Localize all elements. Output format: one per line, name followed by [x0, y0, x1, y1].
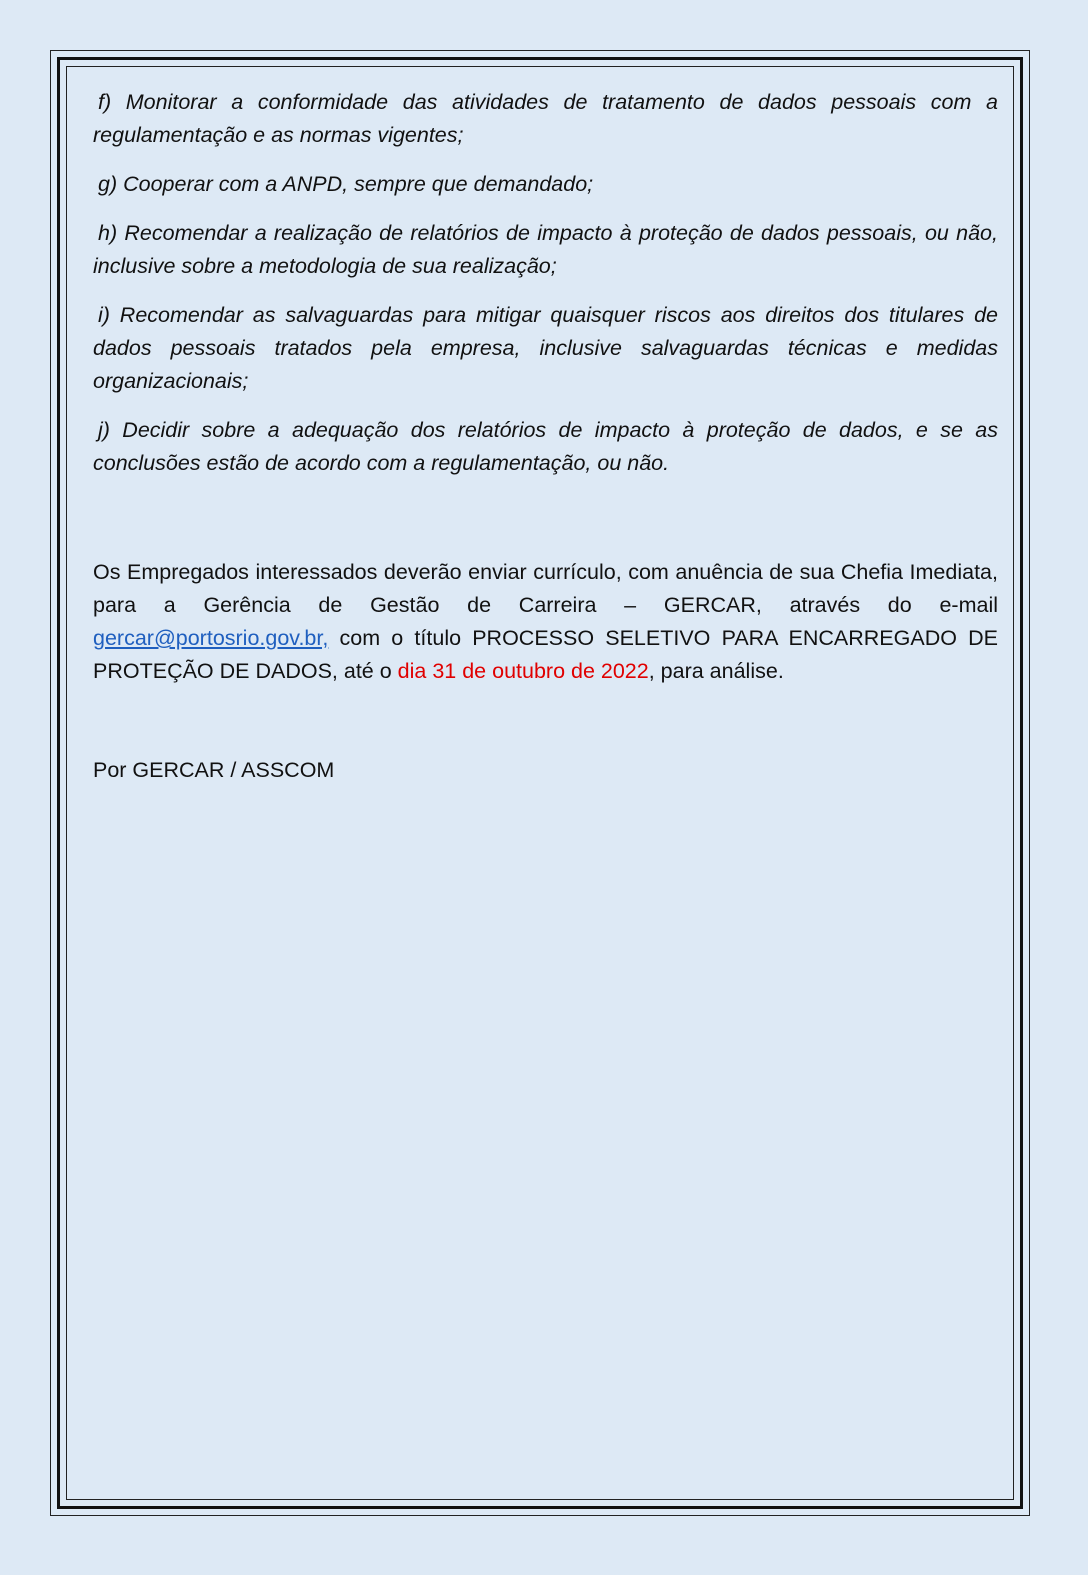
- email-link[interactable]: gercar@portosrio.gov.br,: [93, 626, 329, 650]
- list-item-f: f) Monitorar a conformidade das atividades de tratamento de dados pessoais com a regulamentação e as normas vigentes;: [93, 90, 998, 147]
- signature: Por GERCAR / ASSCOM: [93, 758, 335, 782]
- list-item-j: j) Decidir sobre a adequação dos relatórios de impacto à proteção de dados, e se as conclusões estão de acordo com a regulamentação, ou não.: [93, 418, 998, 475]
- notice-text-end: , para análise.: [648, 659, 784, 683]
- spacer: [93, 496, 998, 556]
- notice-text-intro: Os Empregados interessados deverão enviar currículo, com anuência de sua Chefia Imediata, para a Gerência de Gestão de Carreira – GERCAR, através do e-mail: [93, 560, 998, 617]
- list-item-g: g) Cooperar com a ANPD, sempre que demandado;: [98, 172, 594, 196]
- list-item-i: i) Recomendar as salvaguardas para mitigar quaisquer riscos aos direitos dos titulares de dados pessoais tratados pela empresa, inclusive salvaguardas técnicas e medidas organizacionais;: [93, 303, 998, 393]
- document-body: [93, 86, 998, 787]
- spacer: [93, 688, 998, 754]
- notice-paragraph: [93, 556, 998, 688]
- notice-text-title: com o título PROCESSO SELETIVO PARA ENCARREGADO DE PROTEÇÃO DE DADOS, até o: [93, 626, 998, 683]
- list-item-h: h) Recomendar a realização de relatórios de impacto à proteção de dados pessoais, ou não, inclusive sobre a metodologia de sua realização;: [93, 221, 998, 278]
- deadline-text: dia 31 de outubro de 2022: [397, 659, 649, 683]
